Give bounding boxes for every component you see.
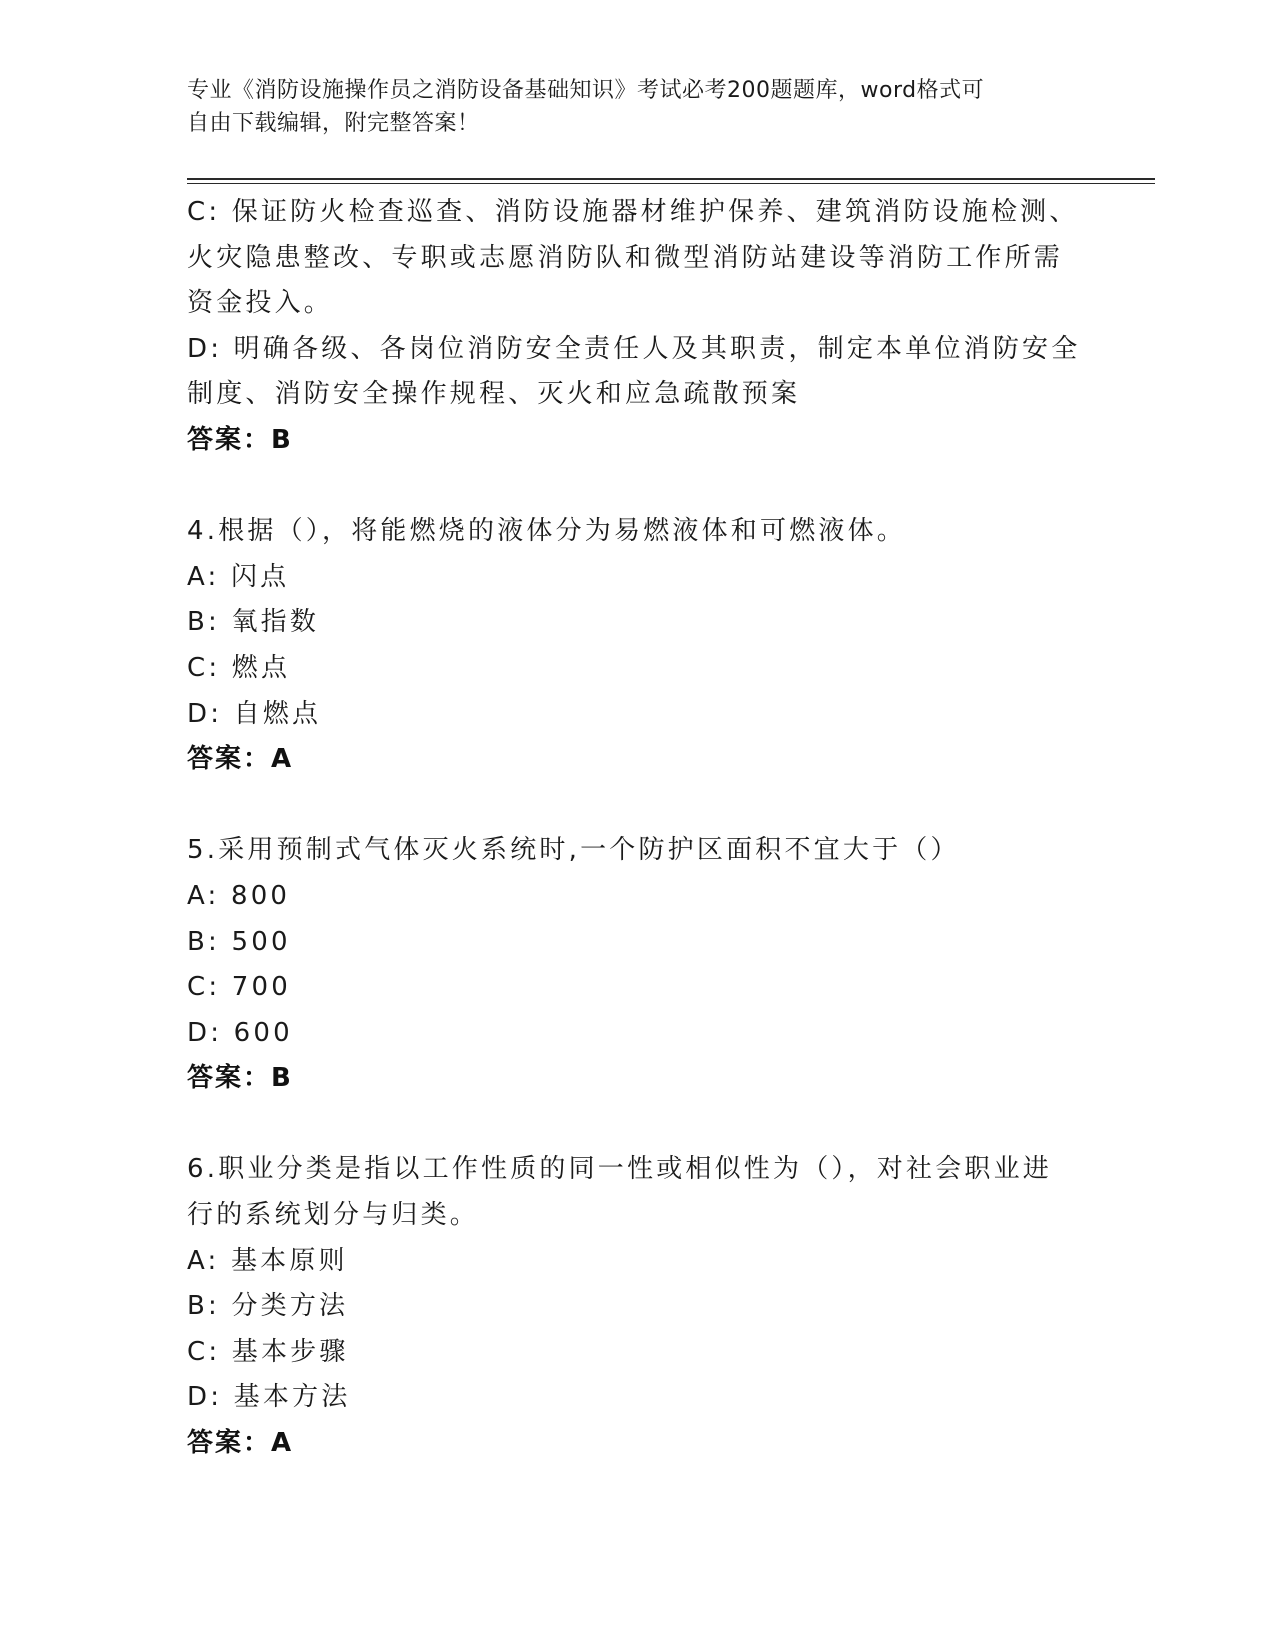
header-divider-thin xyxy=(187,183,1155,184)
spacer xyxy=(187,1102,1087,1148)
q3-option-c-line-1: C: 保证防火检查巡查、消防设施器材维护保养、建筑消防设施检测、 xyxy=(187,197,1079,227)
header-title-line-2: 自由下载编辑，附完整答案！ xyxy=(187,111,480,136)
q5-option-b: B: 500 xyxy=(187,926,291,957)
q4-answer: 答案：A xyxy=(187,744,294,775)
q4-option-d: D: 自燃点 xyxy=(187,698,322,729)
question-3-continued xyxy=(187,190,1087,464)
q3-answer: 答案：B xyxy=(187,424,293,455)
q5-option-c: C: 700 xyxy=(187,972,292,1003)
spacer xyxy=(187,464,1087,510)
q3-option-d-line-1: D: 明确各级、各岗位消防安全责任人及其职责，制定本单位消防安全 xyxy=(187,333,1081,364)
document-header xyxy=(187,74,1067,140)
q5-option-d: D: 600 xyxy=(187,1017,293,1048)
question-5 xyxy=(187,828,1087,1102)
q3-option-c-line-3: 资金投入。 xyxy=(187,288,334,319)
q3-option-d-line-2: 制度、消防安全操作规程、灭火和应急疏散预案 xyxy=(187,379,801,410)
q6-option-c: C: 基本步骤 xyxy=(187,1336,349,1367)
spacer xyxy=(187,783,1087,829)
q6-answer: 答案：A xyxy=(187,1428,294,1459)
q5-question: 5.采用预制式气体灭火系统时,一个防护区面积不宜大于（） xyxy=(187,835,960,866)
q6-option-a: A: 基本原则 xyxy=(187,1245,348,1276)
header-title-line-1: 专业《消防设施操作员之消防设备基础知识》考试必考200题题库，word格式可 xyxy=(187,78,985,103)
q5-answer: 答案：B xyxy=(187,1063,293,1094)
q4-option-b: B: 氧指数 xyxy=(187,607,320,638)
q6-question-line-2: 行的系统划分与归类。 xyxy=(187,1200,480,1231)
q4-question: 4.根据（），将能燃烧的液体分为易燃液体和可燃液体。 xyxy=(187,516,907,547)
q6-option-d: D: 基本方法 xyxy=(187,1382,351,1413)
question-6 xyxy=(187,1147,1087,1466)
question-4 xyxy=(187,509,1087,783)
q4-option-c: C: 燃点 xyxy=(187,652,291,683)
q4-option-a: A: 闪点 xyxy=(187,561,290,592)
header-divider-thick xyxy=(187,178,1155,180)
q5-option-a: A: 800 xyxy=(187,880,291,911)
q6-question-line-1: 6.职业分类是指以工作性质的同一性或相似性为（），对社会职业进 xyxy=(187,1154,1053,1185)
q3-option-c-line-2: 火灾隐患整改、专职或志愿消防队和微型消防站建设等消防工作所需 xyxy=(187,242,1064,273)
question-list xyxy=(187,190,1087,1467)
q6-option-b: B: 分类方法 xyxy=(187,1291,349,1322)
